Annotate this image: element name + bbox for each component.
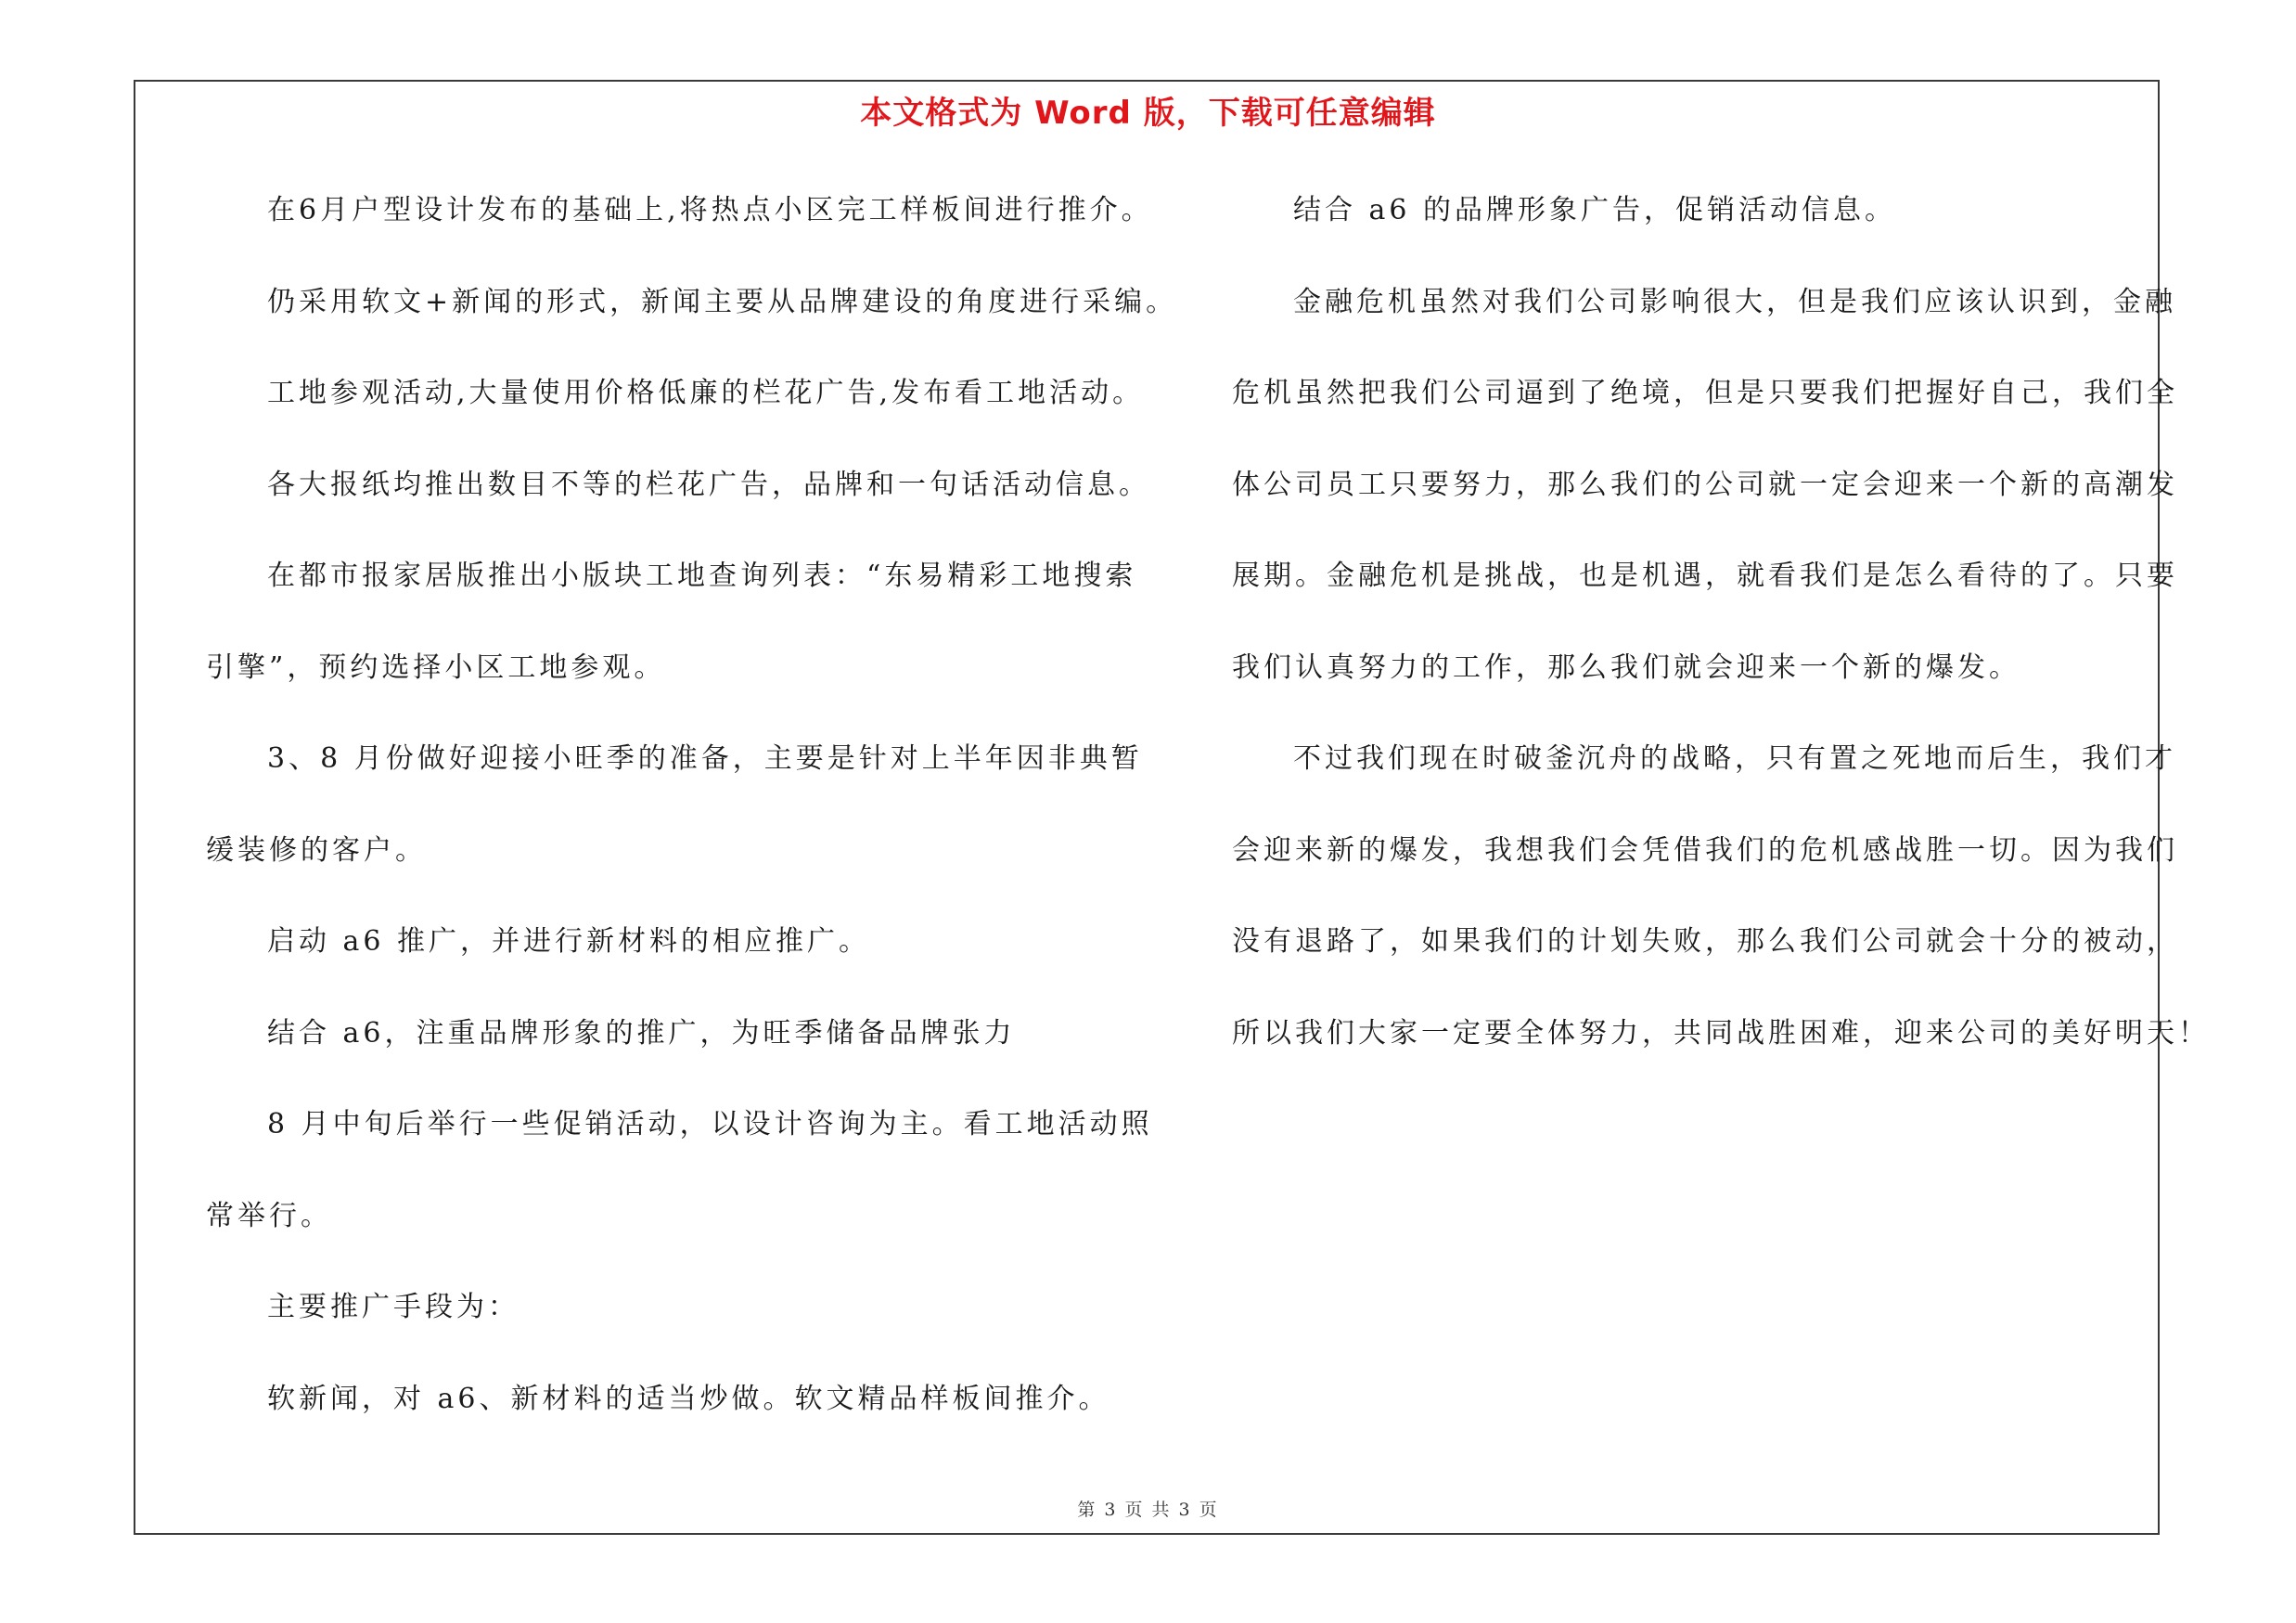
- paragraph-line: 软新闻，对 a6、新材料的适当炒做。软文精品样板间推介。: [267, 1382, 1110, 1415]
- left-text-column: [206, 183, 1178, 1462]
- paragraph-line: 在都市报家居版推出小版块工地查询列表：“东易精彩工地搜索: [267, 560, 1137, 592]
- paragraph-line: 引擎”，预约选择小区工地参观。: [206, 650, 666, 684]
- paragraph-line: 工地参观活动,大量使用价格低廉的栏花广告,发布看工地活动。: [267, 377, 1145, 409]
- paragraph-line: 缓装修的客户。: [206, 833, 427, 867]
- paragraph-line: 各大报纸均推出数目不等的栏花广告，品牌和一句话活动信息。: [267, 468, 1150, 501]
- paragraph-line: 仍采用软文+新闻的形式，新闻主要从品牌建设的角度进行采编。: [267, 285, 1178, 318]
- paragraph-line: 在6月户型设计发布的基础上,将热点小区完工样板间进行推介。: [267, 194, 1153, 226]
- paragraph-line: 会迎来新的爆发，我想我们会凭借我们的危机感战胜一切。因为我们: [1232, 833, 2178, 867]
- document-header-notice: 本文格式为 Word 版，下载可任意编辑: [860, 95, 1436, 132]
- paragraph-line: 体公司员工只要努力，那么我们的公司就一定会迎来一个新的高潮发: [1232, 468, 2178, 501]
- paragraph-line: 启动 a6 推广，并进行新材料的相应推广。: [267, 925, 871, 958]
- paragraph-line: 结合 a6，注重品牌形象的推广，为旺季储备品牌张力: [267, 1016, 1016, 1050]
- paragraph-line: 8 月中旬后举行一些促销活动，以设计咨询为主。看工地活动照: [267, 1108, 1153, 1140]
- paragraph-line: 展期。金融危机是挑战，也是机遇，就看我们是怎么看待的了。只要: [1232, 560, 2178, 592]
- paragraph-line: 危机虽然把我们公司逼到了绝境，但是只要我们把握好自己，我们全: [1232, 377, 2178, 409]
- right-text-column: [1232, 183, 2210, 1097]
- paragraph-line: 常举行。: [206, 1199, 332, 1232]
- paragraph-line: 不过我们现在时破釜沉舟的战略，只有置之死地而后生，我们才: [1293, 742, 2176, 775]
- paragraph-line: 主要推广手段为：: [267, 1291, 519, 1323]
- paragraph-line: 所以我们大家一定要全体努力，共同战胜困难，迎来公司的美好明天！: [1232, 1016, 2210, 1050]
- paragraph-line: 金融危机虽然对我们公司影响很大，但是我们应该认识到，金融: [1293, 285, 2176, 318]
- paragraph-line: 结合 a6 的品牌形象广告，促销活动信息。: [1293, 194, 1897, 226]
- paragraph-line: 3、8 月份做好迎接小旺季的准备，主要是针对上半年因非典暂: [267, 742, 1143, 775]
- paragraph-line: 我们认真努力的工作，那么我们就会迎来一个新的爆发。: [1232, 650, 2020, 684]
- paragraph-line: 没有退路了，如果我们的计划失败，那么我们公司就会十分的被动，: [1232, 925, 2178, 958]
- page-number: 第 3 页 共 3 页: [1077, 1500, 1219, 1520]
